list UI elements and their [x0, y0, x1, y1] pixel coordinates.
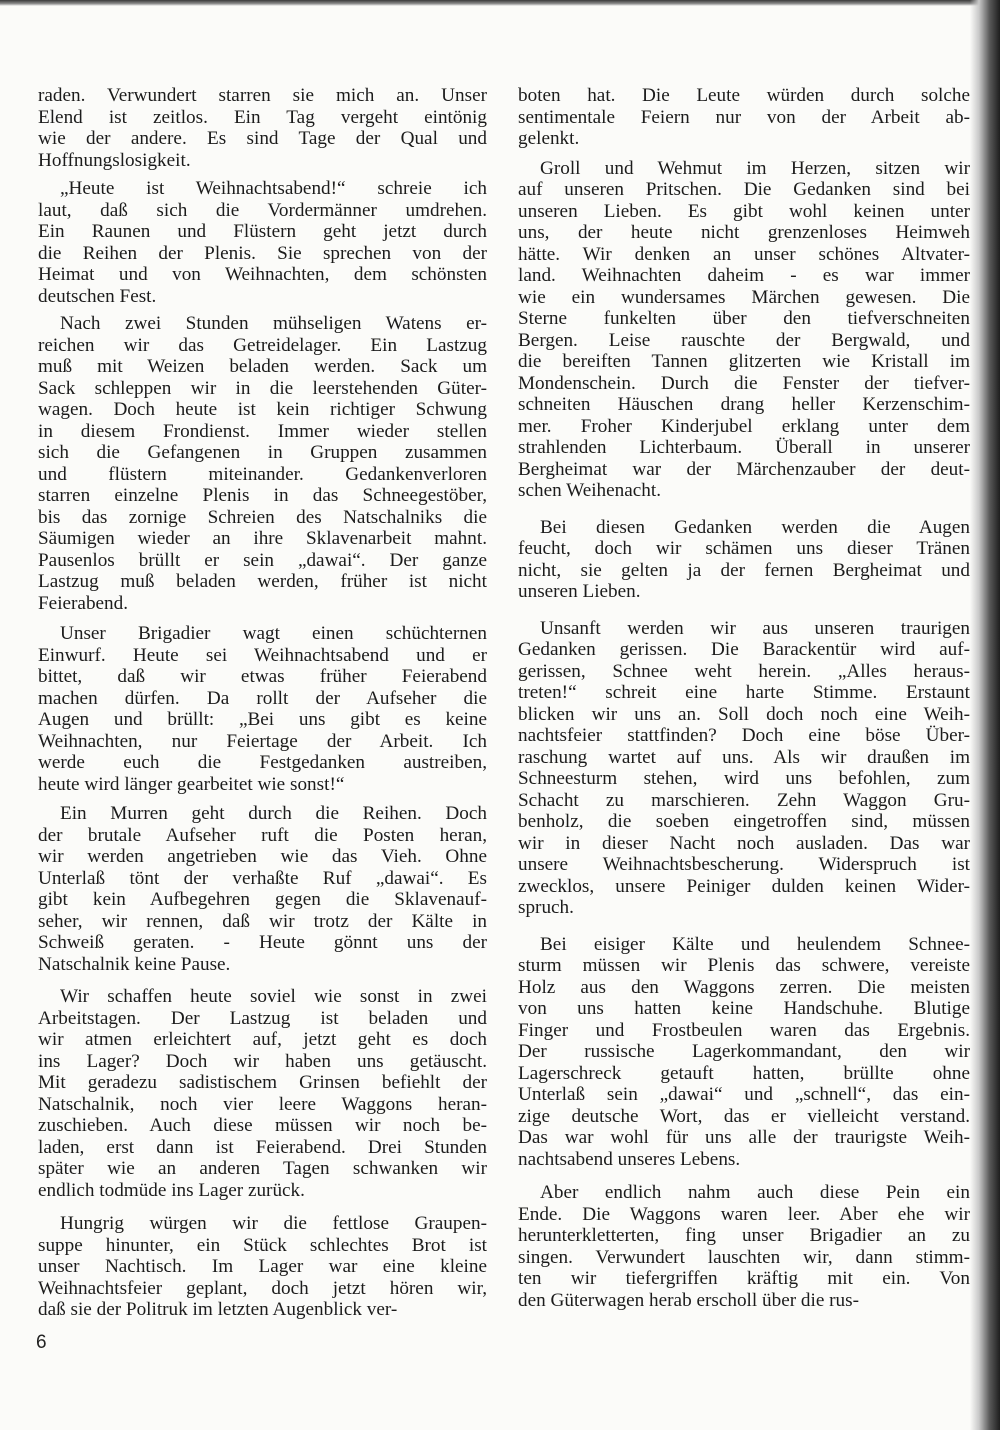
text-column-right	[518, 85, 970, 1311]
text-line: muß mit Weizen beladen werden. Sack um	[38, 356, 487, 377]
text-line: nicht, sie gelten ja der fernen Bergheimat und	[518, 559, 970, 581]
text-line: Hungrig würgen wir die fettlose Graupen-	[60, 1213, 487, 1234]
text-line: Sack schleppen wir in die leerstehenden Güter-	[38, 377, 487, 399]
text-line: boten hat. Die Leute würden durch solche	[518, 85, 970, 106]
text-line: Holz aus den Waggons zerren. Die meisten	[518, 976, 970, 998]
text-line: Ende. Die Waggons waren leer. Aber ehe wir	[518, 1203, 970, 1225]
text-line: gibt kein Aufbegehren gegen die Sklavenauf-	[38, 889, 487, 910]
text-line: blicken wir uns an. Soll doch noch eine Weih-	[518, 703, 970, 725]
text-line: sich die Gefangenen in Gruppen zusammen	[38, 442, 487, 463]
text-column-left	[38, 85, 487, 1321]
text-line: feucht, doch wir schämen uns dieser Tränen	[518, 538, 970, 559]
text-line: singen. Verwundert lauschten wir, dann stimm-	[518, 1246, 970, 1268]
text-line: Lastzug muß beladen werden, früher ist nicht	[38, 571, 487, 592]
paragraph	[38, 1213, 487, 1321]
text-line: Mit geradezu sadistischem Grinsen befiehlt der	[38, 1072, 487, 1093]
text-line: Arbeitstagen. Der Lastzug ist beladen und	[38, 1007, 487, 1029]
text-line: Gedanken gerissen. Die Barackentür wird auf-	[518, 639, 970, 660]
text-line: der brutale Aufseher ruft die Posten heran,	[38, 824, 487, 846]
text-line: auf unseren Pritschen. Die Gedanken sind bei	[518, 179, 970, 200]
text-line: zwecklos, unsere Peiniger dulden keinen Wider-	[518, 875, 970, 897]
text-line: wagen. Doch heute ist kein richtiger Schwung	[38, 399, 487, 420]
text-line: nachtsfeier stattfinden? Doch eine böse Über-	[518, 725, 970, 746]
paragraph	[38, 803, 487, 975]
text-line: werde euch die Festgedanken austreiben,	[38, 752, 487, 773]
text-line: zige deutsche Wort, das er vielleicht verstand.	[518, 1105, 970, 1127]
text-line: Schweiß geraten. - Heute gönnt uns der	[38, 932, 487, 953]
text-line: hätte. Wir denken an unser schönes Altvater-	[518, 243, 970, 265]
text-line: die bereiften Tannen glitzerten wie Kristall im	[518, 351, 970, 372]
text-line: sturm müssen wir Plenis das schwere, vereiste	[518, 955, 970, 976]
text-line: Unterlaß tönt der verhaßte Ruf „dawai“. Es	[38, 867, 487, 889]
text-line: seher, wir rennen, daß wir trotz der Kälte in	[38, 910, 487, 932]
text-line: Bergheimat war der Märchenzauber der deut-	[518, 458, 970, 480]
text-line: Mondenschein. Durch die Fenster der tiefver-	[518, 372, 970, 394]
text-line: daß sie der Politruk im letzten Augenblick ver-	[38, 1299, 398, 1320]
text-line: gerissen, Schnee weht herein. „Alles heraus-	[518, 660, 970, 682]
text-line: später wie an anderen Tagen schwanken wir	[38, 1158, 487, 1179]
text-line: land. Weihnachten daheim - es war immer	[518, 265, 970, 286]
text-line: den Güterwagen herab erscholl über die rus-	[518, 1289, 859, 1311]
text-line: unseren Lieben. Es gibt wohl keinen unter	[518, 200, 970, 222]
paragraph	[38, 178, 487, 307]
text-line: Hoffnungslosigkeit.	[38, 149, 191, 171]
paragraph	[518, 618, 970, 919]
text-line: Nach zwei Stunden mühseligen Watens er-	[60, 313, 487, 334]
text-line: unseren Lieben.	[518, 581, 641, 602]
text-line: unsere Weihnachtsbescherung. Widerspruch ist	[518, 854, 970, 875]
text-line: deutschen Fest.	[38, 285, 157, 307]
text-line: wir atmen erleichtert auf, jetzt geht es doch	[38, 1029, 487, 1050]
text-line: Groll und Wehmut im Herzen, sitzen wir	[540, 157, 970, 179]
text-line: Natschalnik, noch vier leere Waggons heran-	[38, 1093, 487, 1115]
text-line: zuschieben. Auch diese müssen wir noch be-	[38, 1115, 487, 1136]
text-line: laut, daß sich die Vordermänner umdrehen.	[38, 199, 487, 221]
text-line: nachtsabend unseres Lebens.	[518, 1148, 741, 1170]
text-line: unser Nachtisch. Im Lager war eine kleine	[38, 1256, 487, 1277]
text-line: herunterkletterten, fing unser Brigadier an zu	[518, 1225, 970, 1246]
text-line: Unterlaß sein „dawai“ und „schnell“, das ein-	[518, 1084, 970, 1105]
text-line: Finger und Frostbeulen waren das Ergebnis.	[518, 1019, 970, 1041]
text-line: Weihnachten, nur Feiertage der Arbeit. Ich	[38, 730, 487, 752]
text-line: bittet, daß wir etwas früher Feierabend	[38, 666, 487, 687]
text-line: uns, der heute nicht grenzenloses Heimweh	[518, 222, 970, 243]
text-line: Natschalnik keine Pause.	[38, 953, 231, 975]
text-line: Einwurf. Heute sei Weihnachtsabend und er	[38, 644, 487, 666]
text-line: Bei eisiger Kälte und heulendem Schnee-	[540, 933, 970, 955]
text-line: Sterne funkelten über den tiefverschneiten	[518, 308, 970, 329]
text-line: machen dürfen. Da rollt der Aufseher die	[38, 687, 487, 709]
text-line: Pausenlos brüllt er sein „dawai“. Der ganze	[38, 549, 487, 571]
paragraph	[518, 85, 970, 150]
text-line: raden. Verwundert starren sie mich an. Unser	[38, 85, 487, 106]
text-line: schneiten Häuschen drang heller Kerzenschim-	[518, 394, 970, 415]
text-line: Elend ist zeitlos. Ein Tag vergeht eintönig	[38, 106, 487, 128]
text-line: Augen und brüllt: „Bei uns gibt es keine	[38, 709, 487, 730]
text-line: Schneesturm stehen, wird uns befohlen, zum	[518, 768, 970, 789]
text-line: Unsanft werden wir aus unseren traurigen	[540, 617, 970, 639]
paragraph	[518, 158, 970, 502]
text-line: und flüstern miteinander. Gedankenverloren	[38, 463, 487, 485]
text-line: Der russische Lagerkommandant, den wir	[518, 1041, 970, 1062]
text-line: treten!“ schreit eine harte Stimme. Erstaunt	[518, 682, 970, 703]
page-top-edge	[0, 0, 1000, 6]
text-line: gelenkt.	[518, 128, 580, 149]
page-number: 6	[36, 1332, 47, 1353]
text-line: Feierabend.	[38, 592, 129, 614]
text-line: Bei diesen Gedanken werden die Augen	[540, 516, 970, 538]
text-line: Heimat und von Weihnachten, dem schönsten	[38, 264, 487, 285]
text-line: in diesem Frondienst. Immer wieder stellen	[38, 420, 487, 442]
text-line: sentimentale Feiern nur von der Arbeit ab-	[518, 106, 970, 128]
text-line: Bergen. Leise rauschte der Bergwald, und	[518, 329, 970, 351]
text-line: spruch.	[518, 897, 574, 918]
text-line: „Heute ist Weihnachtsabend!“ schreie ich	[60, 178, 487, 199]
text-line: strahlenden Lichterbaum. Überall in unserer	[518, 437, 970, 458]
text-line: laden, erst dann ist Feierabend. Drei Stunden	[38, 1136, 487, 1158]
text-line: Weihnachtsfeier geplant, doch jetzt hören wir,	[38, 1277, 487, 1299]
text-line: wir werden angetrieben wie das Vieh. Ohne	[38, 846, 487, 867]
paragraph	[38, 986, 487, 1201]
text-line: Schacht zu marschieren. Zehn Waggon Gru-	[518, 789, 970, 811]
text-line: raschung wartet auf uns. Als wir draußen im	[518, 746, 970, 768]
text-line: wir in dieser Nacht noch ausladen. Das war	[518, 832, 970, 854]
text-line: heute wird länger gearbeitet wie sonst!“	[38, 773, 345, 795]
text-line: ins Lager? Doch wir haben uns getäuscht.	[38, 1050, 487, 1072]
text-line: Ein Murren geht durch die Reihen. Doch	[60, 803, 487, 824]
text-line: Ein Raunen und Flüstern geht jetzt durch	[38, 221, 487, 242]
text-line: wie der andere. Es sind Tage der Qual und	[38, 128, 487, 149]
text-line: Wir schaffen heute soviel wie sonst in zwei	[60, 986, 487, 1007]
text-line: wie ein wundersames Märchen gewesen. Die	[518, 286, 970, 308]
text-line: Aber endlich nahm auch diese Pein ein	[540, 1182, 970, 1203]
paragraph	[38, 623, 487, 795]
text-line: Säumigen wieder an ihre Sklavenarbeit mahnt.	[38, 528, 487, 549]
text-line: benholz, die soeben eingetroffen sind, müssen	[518, 811, 970, 832]
text-line: von uns hatten keine Handschuhe. Blutige	[518, 998, 970, 1019]
text-line: ten wir tiefergriffen kräftig mit ein. Von	[518, 1268, 970, 1289]
text-line: schen Weihenacht.	[518, 480, 662, 501]
text-line: bis das zornige Schreien des Natschalniks die	[38, 506, 487, 528]
text-line: Lagerschreck getauft hatten, brüllte ohne	[518, 1062, 970, 1084]
paragraph	[518, 1182, 970, 1311]
text-line: reichen wir das Getreidelager. Ein Lastzug	[38, 334, 487, 356]
text-line: Unser Brigadier wagt einen schüchternen	[60, 623, 487, 644]
page-binding-shadow	[970, 0, 1000, 1430]
paragraph	[518, 934, 970, 1171]
paragraph	[518, 517, 970, 603]
text-line: die Reihen der Plenis. Sie sprechen von der	[38, 242, 487, 264]
paragraph	[38, 85, 487, 171]
text-line: mer. Froher Kinderjubel erklang unter dem	[518, 415, 970, 437]
text-line: starren einzelne Plenis in das Schneegestöber,	[38, 485, 487, 506]
text-line: endlich todmüde ins Lager zurück.	[38, 1179, 305, 1201]
paragraph	[38, 313, 487, 614]
text-line: suppe hinunter, ein Stück schlechtes Brot ist	[38, 1234, 487, 1256]
text-line: Das war wohl für uns alle der traurigste Weih-	[518, 1127, 970, 1148]
